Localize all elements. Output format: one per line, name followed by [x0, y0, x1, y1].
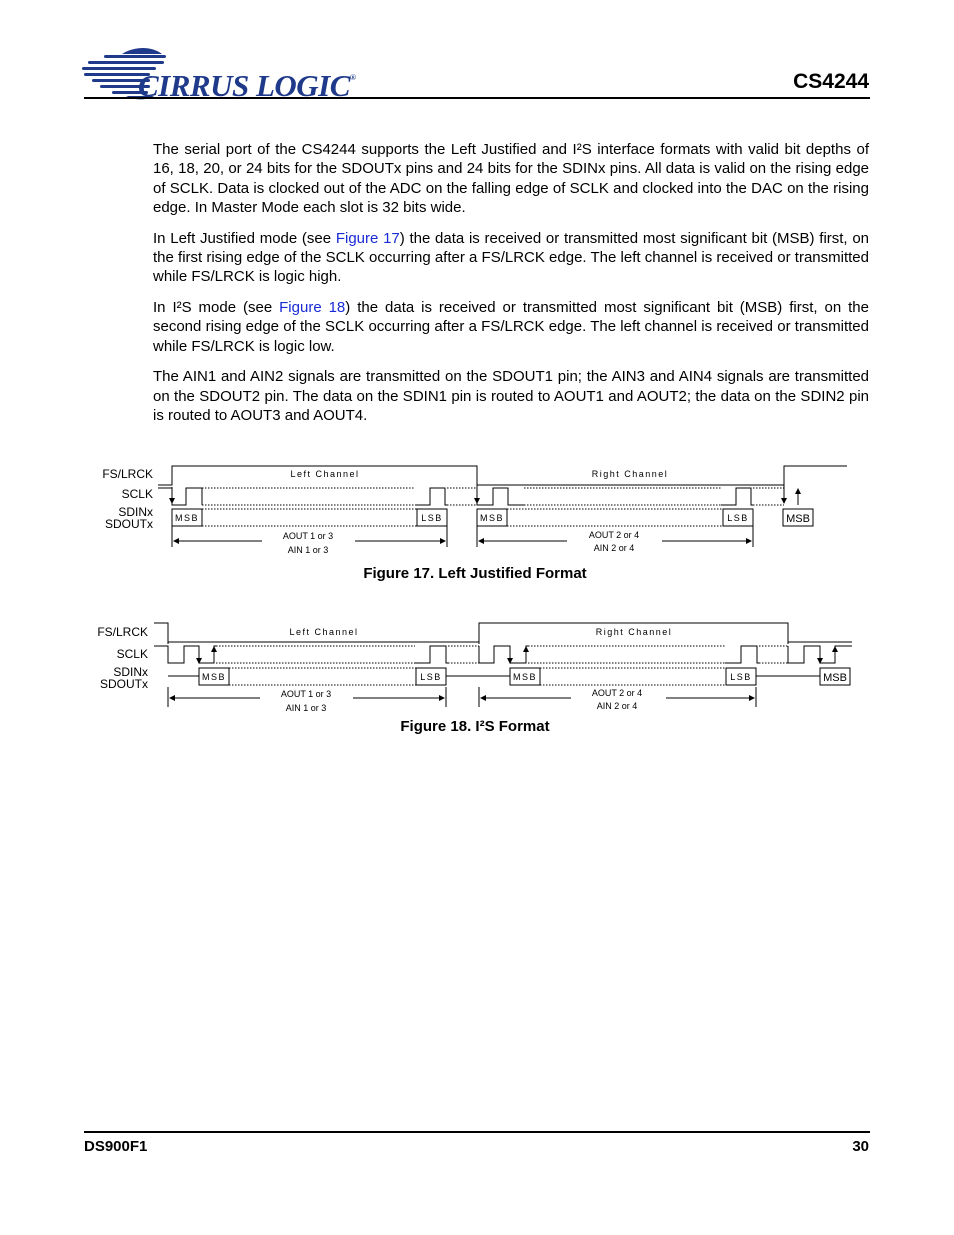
footer-rule [84, 1131, 870, 1133]
paragraph-left-justified [153, 229, 869, 287]
msb-label-end: MSB [786, 513, 810, 525]
left-ain-label: AIN 1 or 3 [287, 545, 329, 555]
left-channel-label: Left Channel [289, 627, 359, 637]
sclk-label: SCLK [121, 487, 153, 501]
paragraph-routing: The AIN1 and AIN2 signals are transmitted on the SDOUT1 pin; the AIN3 and AIN4 signals are transmitted on the SDOUT2 pin. The data on the SDIN1 pin is routed to AOUT1 and AOUT2; the data on the SDIN2 pin is routed to AOUT3 and AOUT4. [153, 368, 869, 425]
lsb-label-left: LSB [420, 672, 442, 682]
sclk-waveform-right [477, 488, 524, 505]
text-span: In I²S mode (see [153, 299, 280, 317]
document-id: DS900F1 [84, 1138, 148, 1155]
text-span: ) the data is received or transmitted most significant bit (MSB) first, on the second rising edge of the SCLK occurring after a FS/LRCK edge. The left channel is received or transmitted while FS/LRCK is logic low. [153, 299, 869, 355]
left-justified-timing-diagram [80, 455, 870, 565]
arrowhead-span-mid [440, 538, 446, 544]
paragraph-i2s-mode [153, 298, 869, 356]
msb-label-left: MSB [201, 672, 227, 682]
page-number: 30 [852, 1138, 869, 1155]
part-number: CS4244 [793, 70, 869, 93]
trademark-symbol: ® [349, 73, 356, 82]
msb-label-right: MSB [512, 672, 538, 682]
text-span: In Left Justified mode (see [153, 229, 336, 247]
sclk-waveform-left-end [415, 488, 447, 505]
lsb-label-left: LSB [421, 513, 443, 523]
right-channel-label: Right Channel [591, 469, 669, 479]
figure-17-link[interactable]: Figure 17 [335, 229, 400, 247]
sclk-waveform-left [158, 488, 202, 505]
msb-label-left: MSB [174, 513, 200, 523]
arrowhead-span-mid2 [478, 538, 484, 544]
sclk-waveform-left [154, 646, 216, 663]
arrowhead-span-mid2 [480, 695, 486, 701]
arrowhead-up-left [211, 646, 217, 652]
i2s-timing-diagram [80, 615, 870, 720]
sclk-waveform-left-end [415, 646, 448, 663]
right-aout-label: AOUT 2 or 4 [588, 530, 640, 540]
sclk-label: SCLK [116, 647, 148, 661]
fs-lrck-waveform [154, 623, 852, 642]
figure-18-link[interactable]: Figure 18 [279, 299, 346, 317]
fs-lrck-label: FS/LRCK [102, 467, 153, 481]
lsb-label-right: LSB [730, 672, 752, 682]
fs-lrck-waveform [158, 466, 847, 485]
brand-wordmark: CIRRUS LOGIC [138, 68, 350, 103]
lsb-label-right: LSB [727, 513, 749, 523]
arrowhead-span-left [173, 538, 179, 544]
sdoutx-label: SDOUTx [105, 517, 153, 531]
arrowhead-span-right [749, 695, 755, 701]
arrowhead-up-right [523, 646, 529, 652]
left-channel-label: Left Channel [290, 469, 360, 479]
sclk-waveform-right [479, 646, 528, 663]
msb-label-end: MSB [823, 672, 847, 684]
header-rule [84, 97, 870, 99]
left-aout-label: AOUT 1 or 3 [280, 689, 332, 699]
sdinx-label: SDINx [113, 665, 148, 679]
paragraph-serial-port: The serial port of the CS4244 supports the Left Justified and I²S interface formats with valid bit depths of 16, 18, 20, or 24 bits for the SDOUTx pins and 24 bits for the SDINx pins. All data is valid on the rising edge of SCLK. Data is clocked out of the ADC on the falling edge of SCLK and clocked into the DAC on the rising edge. In Master Mode each slot is 32 bits wide. [153, 141, 869, 216]
text-span: ) the data is received or transmitted most significant bit (MSB) first, on the first rising edge of the SCLK occurring after a FS/LRCK edge. The left channel is received or transmitted while FS/LRCK is logic high. [153, 229, 869, 286]
body-text [153, 140, 869, 437]
right-aout-label: AOUT 2 or 4 [591, 688, 643, 698]
arrowhead-up-end [832, 646, 838, 652]
left-ain-label: AIN 1 or 3 [285, 703, 327, 713]
right-channel-label: Right Channel [595, 627, 673, 637]
arrowhead-span-mid [439, 695, 445, 701]
arrowhead-up-end [795, 488, 801, 494]
arrowhead-down-mid [474, 498, 480, 504]
figure-17-caption: Figure 17. Left Justified Format [363, 565, 587, 582]
sclk-waveform-right-end [725, 646, 759, 663]
arrowhead-down-left [169, 498, 175, 504]
fs-lrck-label: FS/LRCK [97, 625, 148, 639]
sdinx-label: SDINx [118, 505, 153, 519]
sclk-waveform-right-end [721, 488, 753, 505]
right-ain-label: AIN 2 or 4 [593, 543, 635, 553]
arrowhead-down-right [781, 498, 787, 504]
figure-18-caption: Figure 18. I²S Format [400, 718, 550, 735]
left-aout-label: AOUT 1 or 3 [282, 531, 334, 541]
right-ain-label: AIN 2 or 4 [596, 701, 638, 711]
sdoutx-label: SDOUTx [100, 677, 148, 691]
msb-label-right: MSB [479, 513, 505, 523]
arrowhead-span-right [746, 538, 752, 544]
arrowhead-span-left [169, 695, 175, 701]
